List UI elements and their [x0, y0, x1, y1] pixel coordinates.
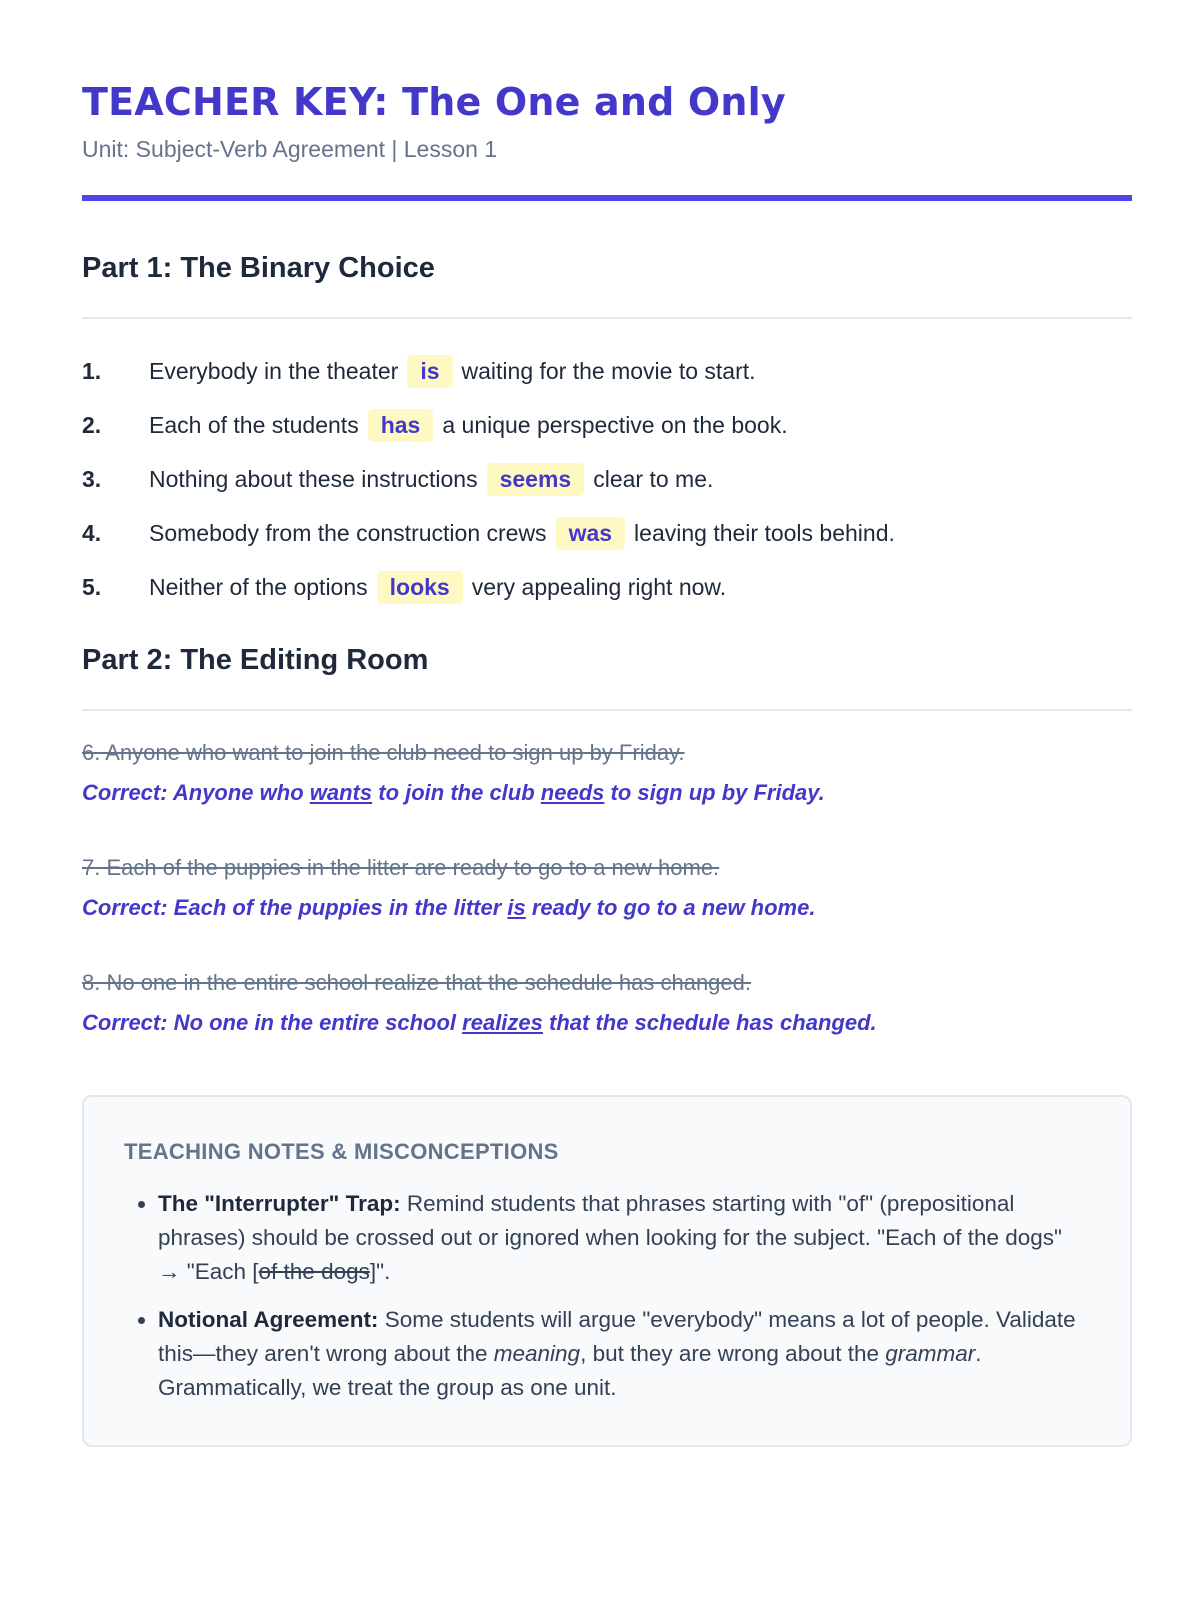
correct-text: to join the club — [372, 780, 541, 805]
correct-text: that the schedule has changed. — [542, 1010, 877, 1035]
item-sentence — [149, 409, 788, 442]
part1-divider — [82, 317, 1132, 319]
answer-highlight: looks — [377, 571, 463, 604]
corrected-verb: wants — [309, 780, 373, 805]
note-label: Notional Agreement: — [158, 1307, 379, 1332]
list-item — [82, 560, 1132, 614]
title-divider — [82, 195, 1132, 201]
part2-heading: Part 2: The Editing Room — [82, 644, 429, 676]
emphasis-text: grammar — [885, 1341, 976, 1366]
edit-item — [82, 970, 1132, 1036]
note-text: , but they are wrong about the — [580, 1341, 886, 1366]
answer-highlight: has — [368, 409, 434, 442]
incorrect-sentence: 7. Each of the puppies in the litter are ready to go to a new home. — [82, 855, 720, 880]
note-text: Some students will argue "everybody" means a lot of people. Validate this—they aren't wrong about the — [158, 1307, 1076, 1366]
sentence-after: clear to me. — [593, 465, 714, 492]
list-item — [82, 344, 1132, 398]
corrected-verb: is — [507, 895, 526, 920]
item-sentence — [149, 571, 726, 604]
list-item — [158, 1187, 1090, 1289]
list-item — [82, 452, 1132, 506]
sentence-after: very appealing right now. — [471, 573, 727, 600]
item-sentence — [149, 355, 756, 388]
answer-highlight: was — [556, 517, 625, 550]
list-item — [82, 506, 1132, 560]
corrected-verb: realizes — [462, 1010, 543, 1035]
note-text: ]". — [369, 1259, 391, 1284]
sentence-before: Nothing about these instructions — [149, 465, 478, 492]
page-subtitle: Unit: Subject-Verb Agreement | Lesson 1 — [82, 136, 498, 162]
list-item — [82, 398, 1132, 452]
sentence-before: Neither of the options — [149, 573, 368, 600]
part2-divider — [82, 709, 1132, 711]
sentence-after: waiting for the movie to start. — [461, 357, 756, 384]
answer-highlight: is — [407, 355, 452, 388]
page-title: TEACHER KEY: The One and Only — [82, 80, 786, 124]
correct-text: Correct: Each of the puppies in the litter — [82, 895, 508, 920]
incorrect-sentence: 8. No one in the entire school realize that the schedule has changed. — [82, 970, 752, 995]
part1-heading: Part 1: The Binary Choice — [82, 252, 435, 284]
notes-list — [124, 1187, 1090, 1405]
item-number: 3. — [82, 465, 102, 492]
teaching-notes-panel — [82, 1095, 1132, 1447]
correct-text: ready to go to a new home. — [525, 895, 816, 920]
note-label: The "Interrupter" Trap: — [158, 1191, 401, 1216]
list-item — [158, 1303, 1090, 1405]
note-text: Remind students that phrases starting with "of" (prepositional phrases) should be crossed out or ignored when looking for the subject. "Each of the dogs" → "Each [ — [158, 1191, 1063, 1284]
corrected-sentence — [82, 1010, 1132, 1036]
item-number: 4. — [82, 519, 102, 546]
correct-text: Correct: No one in the entire school — [82, 1010, 463, 1035]
item-number: 2. — [82, 411, 102, 438]
sentence-before: Each of the students — [149, 411, 359, 438]
sentence-before: Somebody from the construction crews — [149, 519, 547, 546]
answer-highlight: seems — [487, 463, 585, 496]
corrected-sentence — [82, 780, 1132, 806]
correct-text: Correct: Anyone who — [82, 780, 310, 805]
note-text: . Grammatically, we treat the group as one unit. — [158, 1341, 982, 1400]
sentence-after: leaving their tools behind. — [634, 519, 895, 546]
notes-heading: TEACHING NOTES & MISCONCEPTIONS — [124, 1139, 559, 1164]
emphasis-text: meaning — [493, 1341, 581, 1366]
incorrect-sentence: 6. Anyone who want to join the club need to sign up by Friday. — [82, 740, 685, 765]
corrected-sentence — [82, 895, 1132, 921]
corrected-verb: needs — [540, 780, 605, 805]
correct-text: to sign up by Friday. — [604, 780, 825, 805]
edit-item — [82, 740, 1132, 806]
item-number: 1. — [82, 357, 102, 384]
edit-item — [82, 855, 1132, 921]
binary-choice-list — [82, 344, 1132, 614]
item-sentence — [149, 517, 895, 550]
sentence-after: a unique perspective on the book. — [442, 411, 788, 438]
item-number: 5. — [82, 573, 102, 600]
sentence-before: Everybody in the theater — [149, 357, 399, 384]
crossed-out-phrase: of the dogs — [258, 1259, 370, 1284]
item-sentence — [149, 463, 713, 496]
